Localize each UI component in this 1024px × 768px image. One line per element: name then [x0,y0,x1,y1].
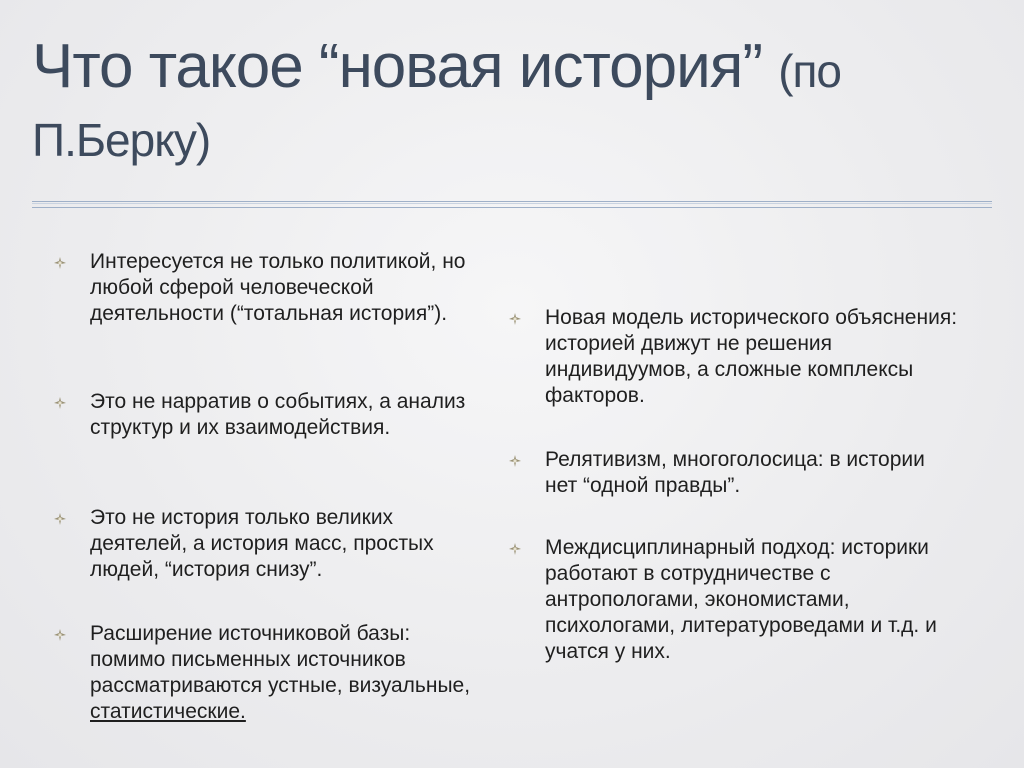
right-item-text: Новая модель исторического объяснения: историей движут не решения индивидуумов, а сложные комплексы факторов. [545,306,958,407]
right-bullet-item-1 [545,305,965,409]
left-item-text: Это не история только великих деятелей, а история масс, простых людей, “история снизу”. [90,506,434,581]
right-bullet-item-2 [545,447,925,499]
bullet-cross-icon [54,257,66,269]
right-item-text: Междисциплинарный подход: историки работают в сотрудничестве с антропологами, экономистами, психологами, литературоведами и т.д. и учатся у них. [545,536,937,663]
title-line-2: П.Берку) [32,114,211,166]
title-main: Что такое “новая история” [32,32,762,101]
bullet-cross-icon [509,543,521,555]
right-item-text: Релятивизм, многоголосица: в истории нет “одной правды”. [545,448,925,497]
left-bullet-item-3 [90,505,495,583]
left-item-text: Это не нарратив о событиях, а анализ структур и их взаимодействия. [90,390,466,439]
left-bullet-item-2 [90,389,495,441]
title-divider-inner [32,203,992,204]
slide-title [32,30,992,172]
left-item-text: Расширение источниковой базы: помимо письменных источников рассматриваются устные, визуальные, [90,622,471,697]
bullet-cross-icon [509,455,521,467]
bullet-cross-icon [54,629,66,641]
title-line-1 [32,30,992,108]
left-item-text: Интересуется не только политикой, но любой сферой человеческой деятельности (“тотальная история”). [90,250,466,325]
right-bullet-item-3 [545,535,985,665]
left-bullet-item-1 [90,249,495,327]
bullet-cross-icon [54,397,66,409]
bullet-cross-icon [509,313,521,325]
left-bullet-item-4 [90,621,480,725]
bullet-cross-icon [54,513,66,525]
underlined-word: статистические. [90,700,246,723]
title-suffix: (по [778,45,842,97]
